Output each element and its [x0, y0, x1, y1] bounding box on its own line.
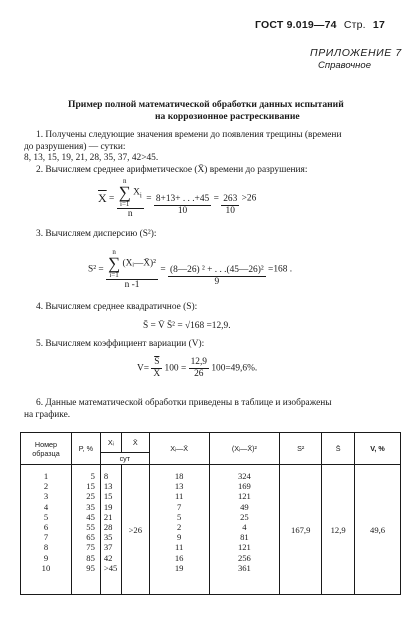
cv-result: 100=49,6%. — [211, 363, 258, 374]
table-cell-diff: 2 — [177, 522, 182, 533]
table-cell-sample: 3 — [43, 491, 49, 502]
header-v: V, % — [355, 433, 401, 465]
table-cell-sample: 6 — [43, 522, 49, 533]
table-cell-p: 85 — [86, 552, 95, 563]
table-cell-diff: 16 — [174, 552, 184, 563]
column-xi — [100, 465, 121, 595]
step-5-text: 5. Вычисляем коэффициент вариации (V): — [36, 339, 205, 349]
cell-xbar: >26 — [121, 465, 149, 595]
mean-result: >26 — [241, 193, 257, 204]
table-cell-sq: 81 — [240, 532, 249, 543]
table-cell-xi: >45 — [103, 562, 118, 573]
variance-expanded-fraction: $\frac{\text{(8—26) ² + . . .(45—26)²}}{9}$ — [169, 265, 264, 287]
header-xi: Xᵢ — [100, 433, 121, 453]
table-cell-sq: 49 — [240, 501, 249, 512]
step-1-values: 8, 13, 15, 19, 21, 28, 35, 37, 42>45. — [24, 153, 159, 163]
table-cell-sq: 324 — [237, 471, 251, 481]
table-cell-diff: 11 — [175, 491, 184, 502]
header-unit: сут — [100, 453, 149, 465]
variance-result: =168 . — [268, 264, 293, 275]
page-number: 17 — [372, 19, 385, 31]
table-cell-xi: 28 — [103, 522, 113, 533]
table-cell-diff: 13 — [174, 481, 184, 492]
sd-formula: S̄ = V̄ S̄² = √168 =12,9. — [143, 321, 231, 331]
table-cell-sample: 10 — [41, 562, 51, 573]
column-diff — [149, 465, 209, 595]
step-4-text: 4. Вычисляем среднее квадратичное (S): — [36, 302, 198, 312]
table-cell-sample: 4 — [43, 501, 49, 512]
cell-v: 49,6 — [355, 465, 401, 595]
page-label: Стр. — [343, 19, 366, 31]
cell-s: 12,9 — [322, 465, 355, 595]
table-cell-sample: 2 — [43, 481, 49, 492]
column-sq — [209, 465, 280, 595]
variance-definition-fraction: n ∑ i=1 (Xᵢ—X̄)² n -1 — [108, 248, 156, 290]
table-cell-diff: 19 — [174, 562, 184, 573]
heading-line-2: на коррозионное растрескивание — [155, 111, 300, 122]
table-cell-sq: 361 — [237, 562, 251, 573]
variance-sum-symbol: n ∑ i=1 — [108, 248, 121, 279]
table-cell-xi: 19 — [103, 501, 113, 512]
table-cell-sq: 25 — [240, 511, 249, 522]
table-cell-p: 95 — [86, 562, 95, 573]
table-cell-p: 25 — [86, 491, 95, 502]
table-cell-sq: 256 — [237, 552, 251, 563]
results-table — [20, 432, 401, 595]
table-cell-sample: 9 — [43, 552, 49, 563]
header-s: S̄ — [322, 433, 355, 465]
table-cell-diff: 18 — [174, 471, 184, 481]
table-cell-p: 15 — [86, 481, 95, 492]
table-cell-xi: 35 — [103, 532, 113, 543]
table-cell-xi: 21 — [103, 511, 113, 522]
mean-definition-fraction: n ∑ i=1 $X_i$ n — [118, 177, 142, 219]
cv-fraction: $\frac{\overline{S}}{X}$ — [153, 357, 161, 379]
table-cell-xi: 15 — [103, 491, 113, 502]
step-3-text: 3. Вычисляем дисперсию (S²): — [36, 229, 157, 239]
table-cell-xi: 13 — [103, 481, 113, 492]
mean-formula: $\overline{X}$ = n ∑ i=1 $X_i$ n = $\frac{8+13+ . . .+45}{10}$ = $\frac{263}{10}$ >26 — [98, 177, 257, 219]
table-cell-p: 65 — [86, 532, 95, 543]
step-2-text: 2. Вычисляем среднее арифметическое (X̄) времени до разрушения: — [36, 165, 308, 175]
table-cell-p: 55 — [86, 522, 95, 533]
table-cell-xi: 42 — [103, 552, 113, 563]
header-sq: (Xᵢ—X̄)² — [209, 433, 280, 465]
sum-symbol: n ∑ i=1 — [118, 177, 131, 208]
mean-lhs: $\overline{X}$ — [98, 191, 107, 205]
table-cell-diff: 7 — [177, 501, 182, 512]
heading-line-1: Пример полной математической обработки данных испытаний — [68, 99, 344, 110]
table-cell-xi: 8 — [103, 471, 109, 481]
table-cell-diff: 9 — [177, 532, 182, 543]
step-6-line-2: на графике. — [24, 410, 71, 420]
table-cell-sq: 121 — [237, 491, 251, 502]
table-cell-sample: 5 — [43, 511, 49, 522]
table-cell-sq: 4 — [242, 522, 247, 533]
step-6-line-1: 6. Данные математической обработки приведены в таблице и изображены — [36, 398, 332, 408]
appendix-title: ПРИЛОЖЕНИЕ 7 — [310, 47, 402, 59]
header-sample: Номер образца — [21, 433, 72, 465]
table-cell-xi: 37 — [103, 542, 113, 553]
table-cell-diff: 5 — [177, 511, 182, 522]
table-cell-sample: 7 — [43, 532, 49, 543]
cv-value-fraction: $\frac{12,9}{26}$ — [190, 357, 207, 379]
cv-formula: V= $\frac{\overline{S}}{X}$ 100 = $\frac{12,9}{26}$ 100=49,6%. — [137, 357, 258, 379]
mean-expanded-fraction: $\frac{8+13+ . . .+45}{10}$ — [155, 194, 210, 216]
column-p — [71, 465, 100, 595]
table-cell-diff: 11 — [175, 542, 184, 553]
table-cell-p: 45 — [86, 511, 95, 522]
variance-formula: S² = n ∑ i=1 (Xᵢ—X̄)² n -1 = $\frac{\text{(8—26) ² + . . .(45—26)²}}{9}$ =168 . — [88, 248, 293, 290]
table-cell-sq: 121 — [237, 542, 251, 553]
appendix-subtitle: Справочное — [318, 60, 371, 71]
table-cell-p: 35 — [86, 501, 95, 512]
standard-header — [255, 19, 385, 31]
step-1-line-1: 1. Получены следующие значения времени до появления трещины (времени — [36, 130, 342, 140]
table-cell-sample: 1 — [43, 471, 49, 481]
header-s2: S² — [280, 433, 322, 465]
table-cell-sq: 169 — [237, 481, 251, 492]
header-xbar: X̄ — [121, 433, 149, 453]
header-diff: Xᵢ—X̄ — [149, 433, 209, 465]
variance-lhs: S² = — [88, 264, 104, 275]
table-cell-sample: 8 — [43, 542, 49, 553]
step-1-line-2: до разрушения) — сутки: — [24, 142, 126, 152]
cell-s2: 167,9 — [280, 465, 322, 595]
standard-number: ГОСТ 9.019—74 — [255, 19, 337, 31]
header-p: P, % — [71, 433, 100, 465]
column-sample — [21, 465, 72, 595]
mean-value-fraction: $\frac{263}{10}$ — [223, 194, 238, 216]
table-cell-p: 5 — [90, 471, 95, 481]
table-cell-p: 75 — [86, 542, 95, 553]
